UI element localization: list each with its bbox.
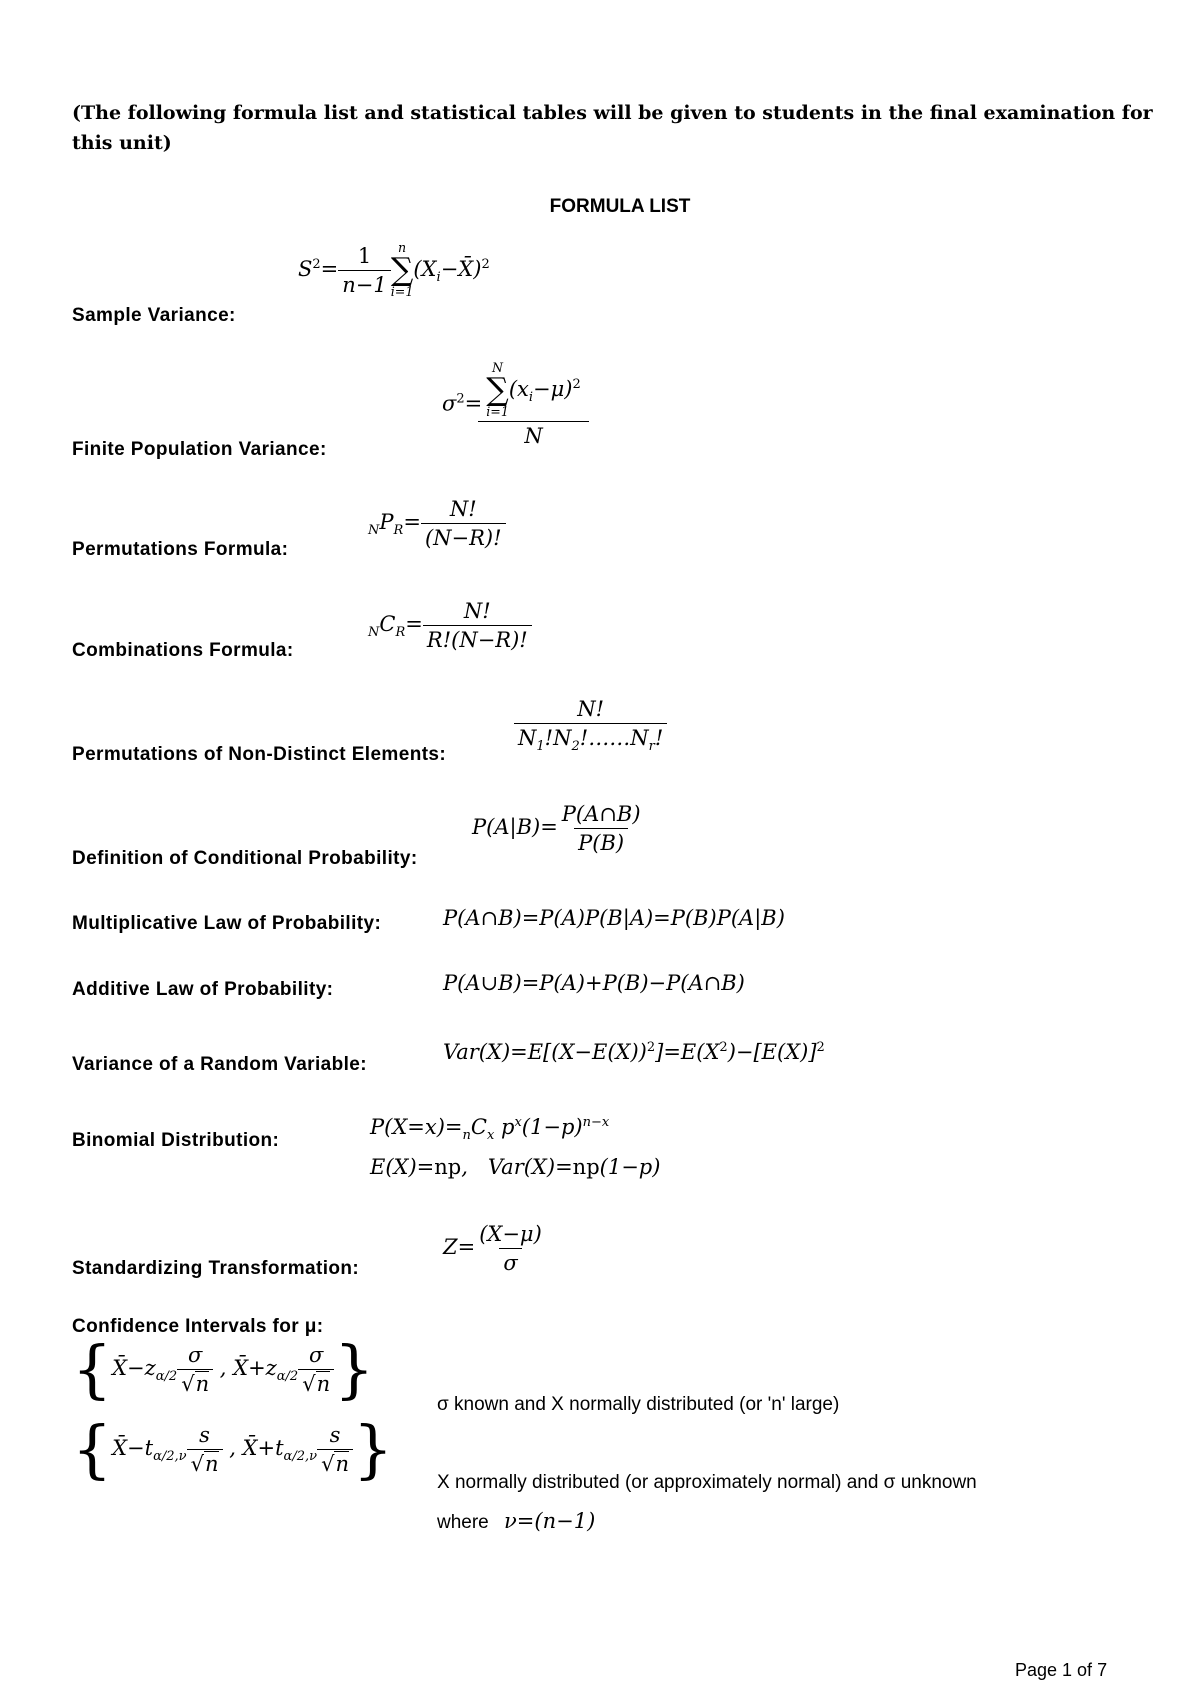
- label-variance-rv: Variance of a Random Variable:: [72, 1054, 367, 1075]
- binomial-formula-1: $P(X=x)=_nC_x$ $p^x(1-p)^{n-x}$: [370, 1115, 610, 1144]
- label-binomial: Binomial Distribution:: [72, 1130, 280, 1151]
- non-distinct-formula: $\frac{N!}{N_1!N_2!\dots\dots N_r!}$: [514, 697, 667, 754]
- intro-note: (The following formula list and statistical tables will be given to students in the final examination for this unit): [72, 102, 1153, 154]
- multiplicative-formula: P(A∩B)=P(A)P(B|A)=P(B)P(A|B): [443, 906, 785, 930]
- population-variance-formula: $\sigma^2=$ N ∑ i=1 $(x_i-\mu)^2$ N: [442, 362, 585, 448]
- label-combinations: Combinations Formula:: [72, 640, 294, 661]
- where-label: where: [437, 1512, 489, 1533]
- nu-formula: ν=(n−1): [504, 1509, 596, 1533]
- label-standardizing: Standardizing Transformation:: [72, 1258, 360, 1279]
- page-title: FORMULA LIST: [549, 196, 691, 217]
- label-confidence: Confidence Intervals for μ:: [72, 1316, 324, 1337]
- variance-rv-formula: $Var(X)=E[(X-E(X))^2]=E(X^2)-[E(X)]^2$: [443, 1040, 825, 1064]
- note-unknown-sigma: X normally distributed (or approximately normal) and σ unknown: [437, 1472, 977, 1493]
- label-sample-variance: Sample Variance:: [72, 305, 236, 326]
- label-conditional: Definition of Conditional Probability:: [72, 848, 418, 869]
- sample-variance-formula: $S^2=$ $\frac{1}{n-1}$ n ∑ i=1 $(X_i-X̄)^2$: [298, 240, 490, 300]
- page-number: Page 1 of 7: [1015, 1660, 1108, 1680]
- permutations-formula: $_NP_R=$ $\frac{N!}{(N-R)!}$: [368, 497, 506, 550]
- label-additive: Additive Law of Probability:: [72, 979, 334, 1000]
- ci-unknown-sigma-formula: {$X̄-t_{\alpha/2,\nu}$ $\frac{s}{√n}$ , $X̄+t_{\alpha/2,\nu}$ $\frac{s}{√n}$ }: [72, 1413, 394, 1486]
- ci-known-sigma-formula: {$X̄-z_{\alpha/2}$ $\frac{\sigma}{√n}$ , $X̄+z_{\alpha/2}$ $\frac{\sigma}{√n}$ }: [72, 1333, 375, 1406]
- standardizing-formula: Z= $\frac{(X-\mu)}{\sigma}$: [443, 1222, 542, 1275]
- note-known-sigma: σ known and X normally distributed (or 'n' large): [437, 1394, 840, 1415]
- label-non-distinct: Permutations of Non-Distinct Elements:: [72, 744, 447, 765]
- label-multiplicative: Multiplicative Law of Probability:: [72, 913, 382, 934]
- conditional-formula: P(A|B)= $\frac{P(A\cap B)}{P(B)}$: [472, 802, 641, 855]
- label-population-variance: Finite Population Variance:: [72, 439, 327, 460]
- additive-formula: P(A∪B)=P(A)+P(B)−P(A∩B): [443, 971, 745, 995]
- note-where: [437, 1509, 595, 1534]
- combinations-formula: $_NC_R=$ $\frac{N!}{R!(N-R)!}$: [368, 599, 532, 652]
- binomial-formula-2: E(X)=np, Var(X)=np(1−p): [370, 1155, 661, 1179]
- label-permutations: Permutations Formula:: [72, 539, 289, 560]
